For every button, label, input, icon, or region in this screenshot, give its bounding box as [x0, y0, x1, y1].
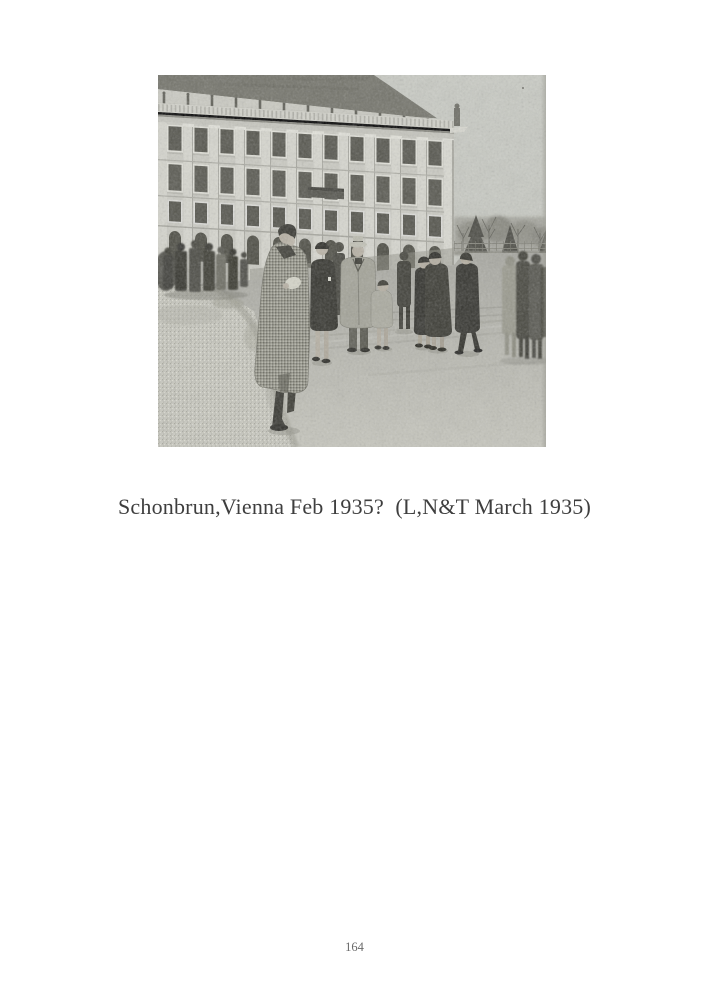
photo-caption: Schonbrun,Vienna Feb 1935? (L,N&T March 1935): [117, 494, 592, 519]
page-number: 164: [345, 940, 364, 954]
photograph: [158, 75, 546, 447]
photo-canvas: [158, 75, 546, 447]
scan-edge-shadow: [541, 75, 546, 447]
tonal-blotches: [158, 75, 546, 447]
